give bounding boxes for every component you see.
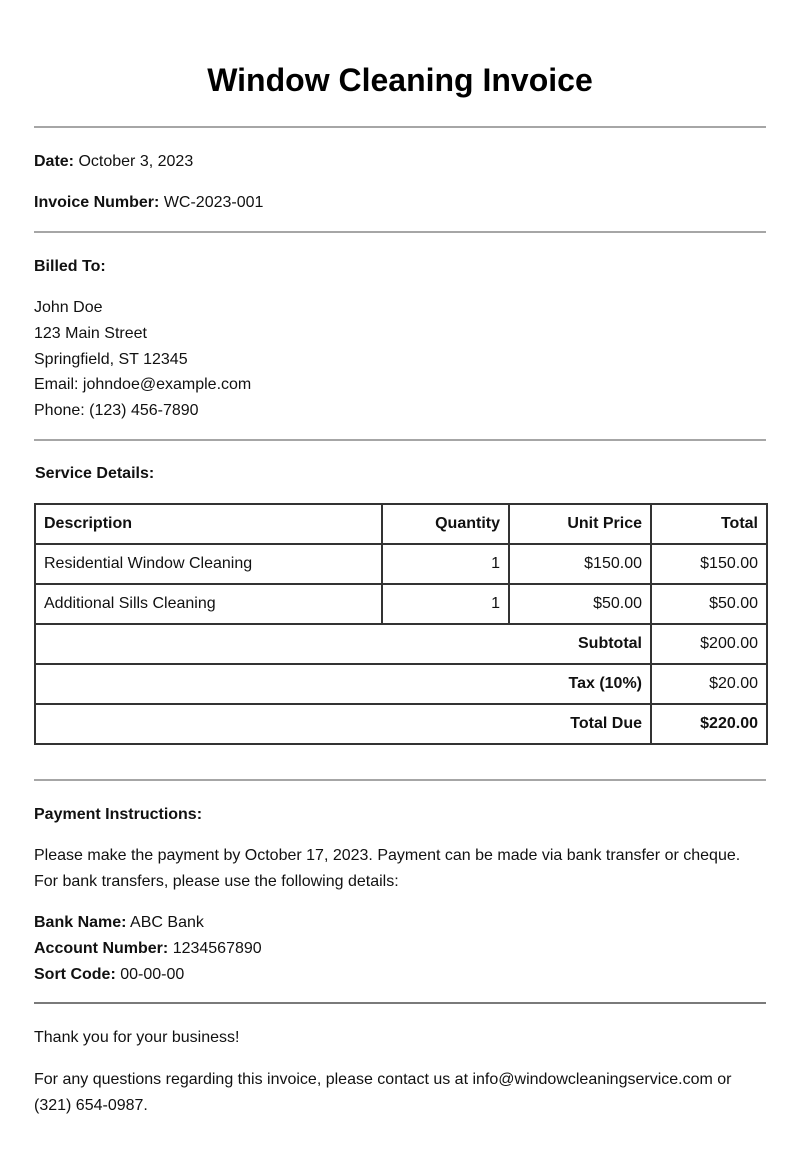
tax-value: $20.00 [651,664,767,704]
row-description: Residential Window Cleaning [35,544,382,584]
subtotal-value: $200.00 [651,624,767,664]
contact-text-line-1: For any questions regarding this invoice, please contact us at info@windowcleaningservice.com or [34,1071,732,1088]
billed-name: John Doe [34,299,103,316]
divider [34,126,766,128]
account-number [34,938,262,960]
billed-phone: Phone: (123) 456-7890 [34,402,199,419]
row-unit-price: $150.00 [509,544,651,584]
tax-row [35,664,767,704]
payment-text-line-1: Please make the payment by October 17, 2023. Payment can be made via bank transfer or cheque. [34,847,741,864]
column-header-total: Total [651,504,767,544]
invoice-title: Window Cleaning Invoice [207,62,593,98]
divider [34,231,766,233]
payment-instructions-heading: Payment Instructions: [34,806,203,823]
invoice-number [34,192,263,214]
column-header-unit-price: Unit Price [509,504,651,544]
payment-text-line-2: For bank transfers, please use the following details: [34,873,399,890]
table-header-row [35,504,767,544]
invoice-number-value: WC-2023-001 [163,194,264,211]
row-total: $50.00 [651,584,767,624]
column-header-description: Description [35,504,382,544]
contact-text-line-2: (321) 654-0987. [34,1097,148,1114]
table-row [35,544,767,584]
account-number-value: 1234567890 [172,940,262,957]
service-details-heading: Service Details: [35,465,155,482]
billed-street: 123 Main Street [34,325,147,342]
bank-name-label: Bank Name: [34,914,127,931]
billed-city: Springfield, ST 12345 [34,351,188,368]
sort-code-value: 00-00-00 [120,966,185,983]
row-quantity: 1 [382,544,509,584]
divider [34,439,766,441]
account-number-label: Account Number: [34,940,169,957]
thank-you-text: Thank you for your business! [34,1029,240,1046]
subtotal-label: Subtotal [35,624,651,664]
row-total: $150.00 [651,544,767,584]
subtotal-row [35,624,767,664]
billed-email: Email: johndoe@example.com [34,376,252,393]
row-unit-price: $50.00 [509,584,651,624]
tax-label: Tax (10%) [35,664,651,704]
total-due-label: Total Due [35,704,651,744]
sort-code-label: Sort Code: [34,966,116,983]
table-row [35,584,767,624]
invoice-date [34,151,193,173]
invoice-number-label: Invoice Number: [34,194,160,211]
bank-name [34,912,204,934]
total-due-row [35,704,767,744]
service-table [34,503,768,745]
bank-name-value: ABC Bank [130,914,204,931]
billed-to-heading: Billed To: [34,258,106,275]
divider [34,1002,766,1004]
divider [34,779,766,781]
row-quantity: 1 [382,584,509,624]
total-due-value: $220.00 [651,704,767,744]
sort-code [34,964,184,986]
date-value: October 3, 2023 [78,153,194,170]
row-description: Additional Sills Cleaning [35,584,382,624]
column-header-quantity: Quantity [382,504,509,544]
date-label: Date: [34,153,75,170]
